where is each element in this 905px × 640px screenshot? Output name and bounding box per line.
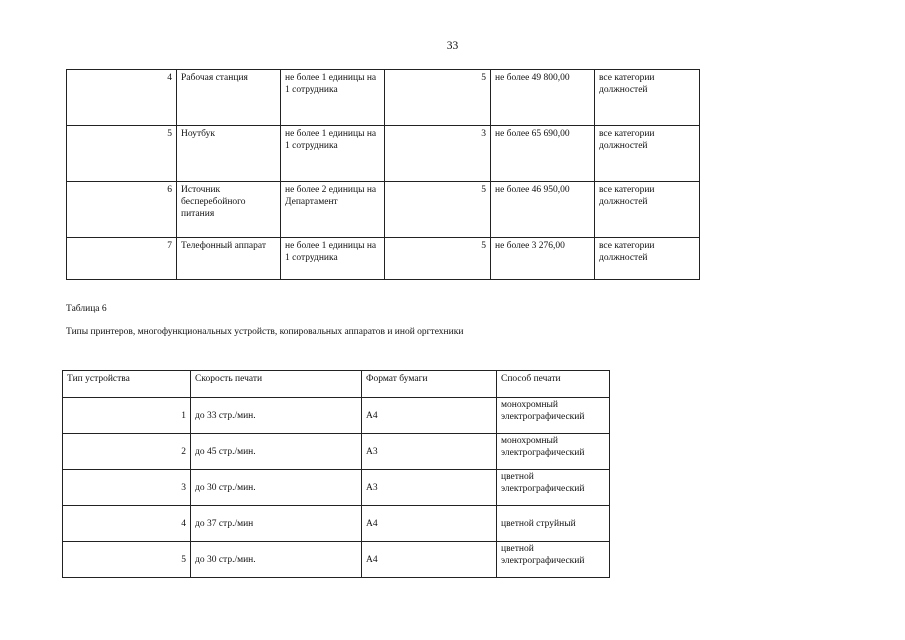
paper-format: А4 bbox=[362, 398, 497, 434]
service-life: 5 bbox=[385, 182, 491, 238]
table-header-row bbox=[63, 371, 610, 398]
print-method: цветной электрографический bbox=[497, 470, 610, 506]
equipment-norms-table bbox=[66, 69, 700, 280]
equipment-name: Рабочая станция bbox=[177, 70, 281, 126]
row-number: 4 bbox=[67, 70, 177, 126]
paper-format: А3 bbox=[362, 470, 497, 506]
device-type: 3 bbox=[63, 470, 191, 506]
service-life: 5 bbox=[385, 70, 491, 126]
print-speed: до 30 стр./мин. bbox=[191, 542, 362, 578]
table-row bbox=[63, 434, 610, 470]
service-life: 5 bbox=[385, 238, 491, 280]
print-method: цветной струйный bbox=[497, 506, 610, 542]
quantity-norm: не более 2 единицы на Департамент bbox=[281, 182, 385, 238]
print-method: цветной электрографический bbox=[497, 542, 610, 578]
price-limit: не более 46 950,00 bbox=[491, 182, 595, 238]
paper-format: А3 bbox=[362, 434, 497, 470]
table-row bbox=[67, 126, 700, 182]
print-method: монохромный электрографический bbox=[497, 398, 610, 434]
row-number: 6 bbox=[67, 182, 177, 238]
device-type: 1 bbox=[63, 398, 191, 434]
position-category: все категории должностей bbox=[595, 182, 700, 238]
printer-types-table bbox=[62, 370, 610, 578]
table-caption-title: Таблица 6 bbox=[66, 304, 107, 314]
column-header: Тип устройства bbox=[63, 371, 191, 398]
equipment-name: Ноутбук bbox=[177, 126, 281, 182]
price-limit: не более 49 800,00 bbox=[491, 70, 595, 126]
print-speed: до 30 стр./мин. bbox=[191, 470, 362, 506]
table-row bbox=[63, 542, 610, 578]
row-number: 5 bbox=[67, 126, 177, 182]
position-category: все категории должностей bbox=[595, 126, 700, 182]
quantity-norm: не более 1 единицы на 1 сотрудника bbox=[281, 126, 385, 182]
equipment-name: Источник бесперебойного питания bbox=[177, 182, 281, 238]
service-life: 3 bbox=[385, 126, 491, 182]
position-category: все категории должностей bbox=[595, 70, 700, 126]
table-row bbox=[63, 470, 610, 506]
page-number: 33 bbox=[446, 40, 459, 52]
device-type: 4 bbox=[63, 506, 191, 542]
equipment-name: Телефонный аппарат bbox=[177, 238, 281, 280]
column-header: Формат бумаги bbox=[362, 371, 497, 398]
print-speed: до 45 стр./мин. bbox=[191, 434, 362, 470]
table-row bbox=[63, 398, 610, 434]
quantity-norm: не более 1 единицы на 1 сотрудника bbox=[281, 238, 385, 280]
table-row bbox=[67, 182, 700, 238]
column-header: Способ печати bbox=[497, 371, 610, 398]
print-method: монохромный электрографический bbox=[497, 434, 610, 470]
paper-format: А4 bbox=[362, 506, 497, 542]
table-caption-description: Типы принтеров, многофункциональных устройств, копировальных аппаратов и иной оргтехники bbox=[66, 327, 464, 337]
price-limit: не более 3 276,00 bbox=[491, 238, 595, 280]
print-speed: до 37 стр./мин bbox=[191, 506, 362, 542]
price-limit: не более 65 690,00 bbox=[491, 126, 595, 182]
table-row bbox=[67, 70, 700, 126]
table-row bbox=[63, 506, 610, 542]
print-speed: до 33 стр./мин. bbox=[191, 398, 362, 434]
quantity-norm: не более 1 единицы на 1 сотрудника bbox=[281, 70, 385, 126]
paper-format: А4 bbox=[362, 542, 497, 578]
column-header: Скорость печати bbox=[191, 371, 362, 398]
table-row bbox=[67, 238, 700, 280]
row-number: 7 bbox=[67, 238, 177, 280]
device-type: 2 bbox=[63, 434, 191, 470]
device-type: 5 bbox=[63, 542, 191, 578]
position-category: все категории должностей bbox=[595, 238, 700, 280]
